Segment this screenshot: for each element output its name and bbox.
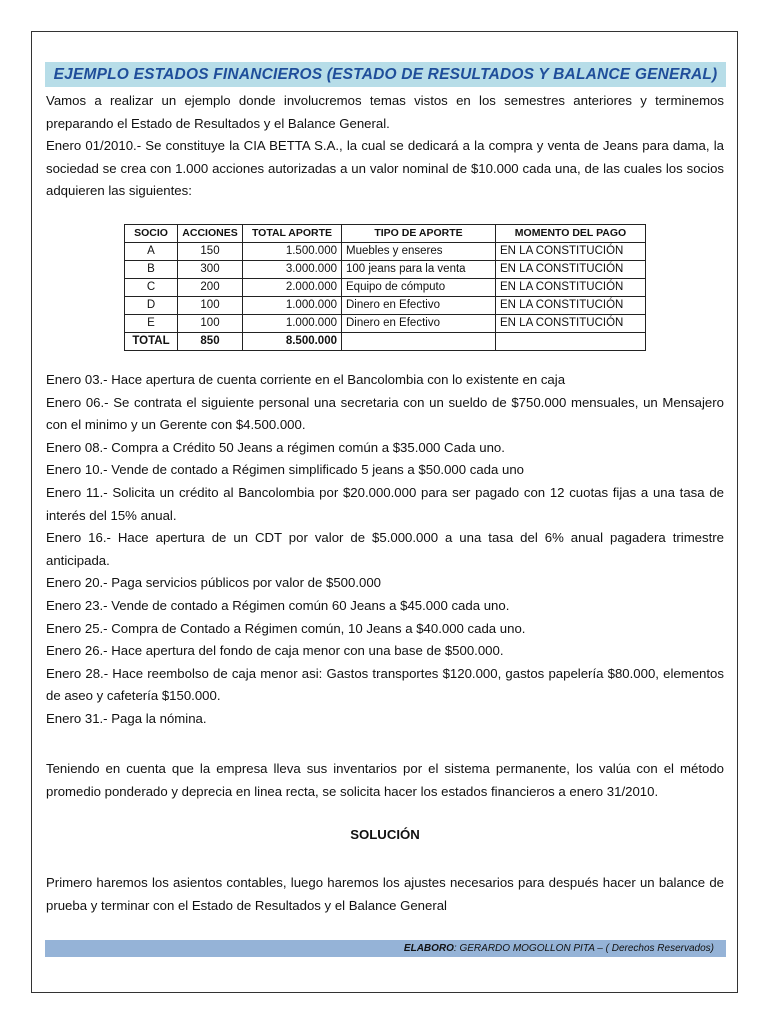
table-cell [496, 333, 646, 351]
table-cell: 100 [178, 315, 243, 333]
table-cell: 1.000.000 [243, 315, 342, 333]
table-row [125, 243, 646, 261]
event-paragraph: Enero 25.- Compra de Contado a Régimen común, 10 Jeans a $40.000 cada uno. [46, 620, 526, 636]
document-page [31, 31, 738, 993]
table-row [125, 261, 646, 279]
intro-paragraph: Enero 01/2010.- Se constituye la CIA BETTA S.A., la cual se dedicará a la compra y venta de Jeans para dama, la sociedad se crea con 1.000 acciones autorizadas a un valor nominal de $10.000 cada una, de las cuales los socios adquieren las siguientes: [46, 138, 724, 199]
table-cell: Equipo de cómputo [342, 279, 496, 297]
column-header: MOMENTO DEL PAGO [496, 225, 646, 243]
table-cell: 1.500.000 [243, 243, 342, 261]
table-cell: 300 [178, 261, 243, 279]
solution-heading: SOLUCIÓN [350, 827, 420, 842]
footer-bar [45, 940, 726, 957]
event-paragraph: Enero 08.- Compra a Crédito 50 Jeans a régimen común a $35.000 Cada uno. [46, 439, 505, 455]
event-paragraph: Enero 16.- Hace apertura de un CDT por valor de $5.000.000 a una tasa del 6% anual pagadera trimestre anticipada. [46, 530, 724, 568]
table-cell: 850 [178, 333, 243, 351]
table-cell: EN LA CONSTITUCIÓN [496, 297, 646, 315]
event-paragraph: Enero 20.- Paga servicios públicos por valor de $500.000 [46, 575, 382, 591]
table-row [125, 315, 646, 333]
table-cell: EN LA CONSTITUCIÓN [496, 315, 646, 333]
event-paragraph: Enero 11.- Solicita un crédito al Bancolombia por $20.000.000 para ser pagado con 12 cuotas fijas a una tasa de interés del 15% anual. [46, 484, 724, 523]
table-cell: 100 [178, 297, 243, 315]
footer-label: ELABORO [403, 943, 454, 954]
table-cell: 2.000.000 [243, 279, 342, 297]
event-paragraph: Enero 23.- Vende de contado a Régimen común 60 Jeans a $45.000 cada uno. [46, 597, 510, 613]
table-cell: A [125, 243, 178, 261]
table-total-row [125, 333, 646, 351]
table-cell: EN LA CONSTITUCIÓN [496, 261, 646, 279]
table-cell: E [125, 315, 178, 333]
table-cell: Muebles y enseres [342, 243, 496, 261]
event-paragraph: Enero 10.- Vende de contado a Régimen simplificado 5 jeans a $50.000 cada uno [46, 462, 525, 478]
table-cell: C [125, 279, 178, 297]
table-cell [342, 333, 496, 351]
table-cell: TOTAL [125, 333, 178, 351]
table-cell: 150 [178, 243, 243, 261]
solution-paragraph: Primero haremos los asientos contables, luego haremos los ajustes necesarios para después hacer un balance de prueba y terminar con el Estado de Resultados y el Balance General [46, 875, 724, 913]
table-cell: 1.000.000 [243, 297, 342, 315]
table-cell: 100 jeans para la venta [342, 261, 496, 279]
intro-section [46, 90, 724, 203]
event-paragraph: Enero 06.- Se contrata el siguiente personal una secretaria con un sueldo de $750.000 mensuales, un Mensajero con el minimo y un Gerente con $4.500.000. [46, 394, 724, 433]
intro-paragraph: Vamos a realizar un ejemplo donde involucremos temas vistos en los semestres anteriores y terminemos preparando el Estado de Resultados y el Balance General. [46, 93, 724, 131]
shareholder-contributions-table [124, 224, 646, 351]
column-header: TOTAL APORTE [243, 225, 342, 243]
table-cell: Dinero en Efectivo [342, 297, 496, 315]
event-paragraph: Enero 28.- Hace reembolso de caja menor asi: Gastos transportes $120.000, gastos papelería $80.000, elementos de aseo y cafetería $150.000. [46, 665, 724, 704]
solution-section [46, 872, 724, 917]
column-header: SOCIO [125, 225, 178, 243]
table-row [125, 279, 646, 297]
table-cell: Dinero en Efectivo [342, 315, 496, 333]
event-paragraph: Enero 31.- Paga la nómina. [46, 710, 207, 726]
table-cell: 3.000.000 [243, 261, 342, 279]
table-row [125, 297, 646, 315]
table-cell: 8.500.000 [243, 333, 342, 351]
footer-author: : GERARDO MOGOLLON PITA – ( Derechos Reservados) [453, 943, 714, 954]
column-header: TIPO DE APORTE [342, 225, 496, 243]
table-header-row [125, 225, 646, 243]
table-cell: EN LA CONSTITUCIÓN [496, 243, 646, 261]
table-cell: 200 [178, 279, 243, 297]
closing-paragraph: Teniendo en cuenta que la empresa lleva sus inventarios por el sistema permanente, los valúa con el método promedio ponderado y deprecia en linea recta, se solicita hacer los estados financieros a enero 31/2010. [46, 761, 724, 799]
events-section [46, 369, 724, 731]
closing-section [46, 758, 724, 803]
table-cell: D [125, 297, 178, 315]
table-cell: EN LA CONSTITUCIÓN [496, 279, 646, 297]
event-paragraph: Enero 03.- Hace apertura de cuenta corriente en el Bancolombia con lo existente en caja [46, 372, 566, 387]
column-header: ACCIONES [178, 225, 243, 243]
document-title: EJEMPLO ESTADOS FINANCIEROS (ESTADO DE RESULTADOS Y BALANCE GENERAL) [45, 62, 726, 87]
event-paragraph: Enero 26.- Hace apertura del fondo de caja menor con una base de $500.000. [46, 643, 504, 659]
table-cell: B [125, 261, 178, 279]
